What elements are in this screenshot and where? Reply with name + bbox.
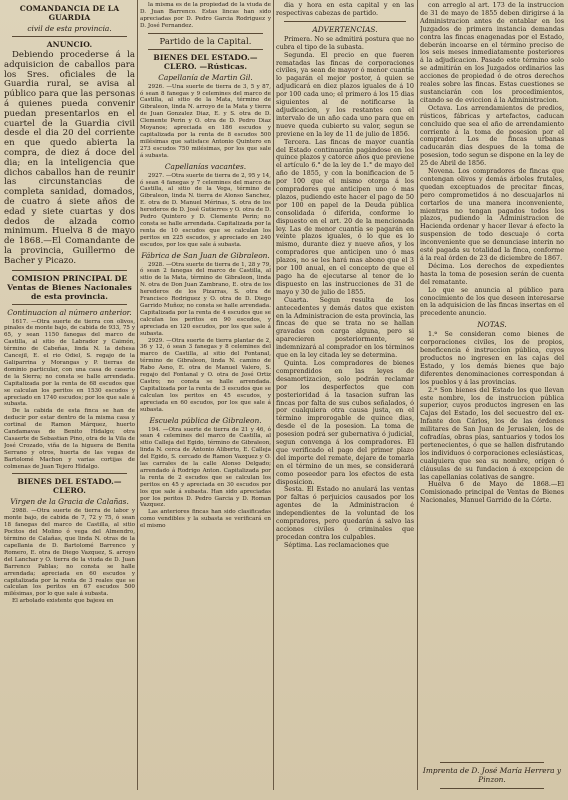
listing-text: dia y hora en esta capital y en las respectivas cabezas de partido. bbox=[276, 2, 414, 17]
notas-title: NOTAS. bbox=[477, 320, 507, 330]
listing-item: De la cabida de esta finca se han de deducir por estar dentro de la misma casa y cortinal de Ramon Márquez, huerto Candamavas de Benito Hidalgo; otra Casaerte de Sebastian Pino, otra de la Vila de José Crozado, viña de la higuera de Benita Serrano y otros, huerta de las vegas de Bartolomé Machon y varias cortijas de colmenas de Juan Tejero Hidalgo. bbox=[4, 408, 135, 470]
divider bbox=[440, 762, 544, 763]
listing-item: 2927. —Otra suerte de tierra de 2, 95 y 14, ó sean 4 fanegas y 7 celemines del marco de Castilla, al sitio de la Vega, término de Gibraleon, linda N. tierra de Alonso Sanchez, E. otra de D. Manuel Mérinas, S. otra de los herederos de D. José Gutierres y O. otra de D. Pedro Quintero y D. Clemente Perin; no consta se halle arrendada. Capitalizada por la renta de 10 escudos que se calculan los peritos en 225 escudos, y apreciado en 240 escudos, por los que sale á subasta. bbox=[140, 172, 271, 248]
divider bbox=[284, 21, 406, 22]
advertencia-novena: Novena. Los compradores de fincas que contengan olivos y demás árboles frutales, quedan exceptuados de precitar fincas, pero comprometidos á no descuajarlos ni cortarlos de una manera inconveniente, mientras no tengan pagados todos los plazos, pudiendo la Administracion de Hacienda ordenar y hacer llevar á efecto la suspension de todo descuaje ó corta inconveniente que se denunciase interin no esté pagada su totalidad la finca, conforme á la real órden de 23 de diciembre de 1867. bbox=[420, 167, 564, 262]
divider bbox=[12, 304, 127, 305]
listing-text: con arreglo al art. 173 de la instruccion de 31 de mayo de 1855 deben dirigirse á la Administracion antes de entablar en los Juzgados de primera instancia demandas contra las fincas enagenadas por el Estado, deberán incoarse en el término preciso de los seis meses inmediatamente posteriores á la adjudicacion. Pasado este término solo se admitirán en los Juzgados ordinarios las acciones de propiedad ó de otros derechos reales sobre las fincas. Estas cuestiones se sustanciarán con los procedimientos, citando se de eviccion á la Administracion. bbox=[420, 2, 564, 104]
column-rule bbox=[137, 0, 138, 790]
continuacion-label: Continuacion al número anterior. bbox=[7, 307, 132, 317]
column-rule bbox=[417, 0, 418, 790]
column-rule bbox=[273, 0, 274, 790]
column-4 bbox=[420, 2, 564, 760]
listing-item: 2928. —Otra suerte de tierra de 1, 28 y 79, ó sean 2 fanegas del marco de Castilla, al sitio de la Mata, término de Gibraleon, linda N. otra de Don Juan Zambrano, E. otra de los herederos de los Pizarras, S. otra de Francisco Rodriguez y O. otra de D. Diego Garrido Muñoz; no consta se halle arrendada. Capitalizada por la renta de 4 escudos que se calculan los peritos en 90 escudos, y apreciada en 120 escudos, por los que sale á subasta. bbox=[140, 261, 271, 337]
advertencia-decima: Décima. Los derechos de expedientes hasta la toma de posesion serán de cuenta del rematante. bbox=[420, 261, 564, 286]
listing-item: 2988. —Otra suerte de tierra de labor y monte bajo, de cabida de 7, 72 y 75, ó sean 18 fanegas del marco de Castilla, al sitio Pocitos del Molino ó vega del Almendro, término de Calañas, que linda N. otras de la capellania de D. Bartolomé Barrenco y Romero, E. otra de Diego Vazquez, S. arroyo del Lanchar y O. tierra de la viuda de D. Juan Barrenco Pablas; no consta se halle arrendada; apreciada en 60 escudos y capitalizada por la renta de 3 reales que se calculan los peritos en 67 escudos 500 milésimas, por lo que sale á subasta. bbox=[4, 508, 135, 598]
advertencia-tercera: Tercera. Las fincas de mayor cuantía del Estado continuarán pagándose en los quince plazos y catorce años que previene el artículo 6.° de la ley de 1.° de mayo del año de 1855, y con la bonificacion de 5 por 100 que el mismo otorga á los compradores que anticipen uno ó mas plazos, pudiendo este hacer el pago de 50 por 100 en papel de la Deuda pública consolidada ó diferida, conforme lo dispuesto en el art. 20 de la mencionada ley. Las de menor cuantía se pagarán en veinte plazos iguales, ó lo que es lo mismo, durante diez y nueve años, y los compradores que anticipen uno ó mas plazos, no se les hará mas abono que el 3 por 100 anual, en el concepto de que el pago ha de ejecutarse al tenor de lo dispuesto en las instrucciones de 31 de mayo y 30 de julio de 1855. bbox=[276, 137, 414, 296]
divider bbox=[148, 49, 263, 50]
column-2 bbox=[140, 2, 271, 772]
listing-text: Las anteriores fincas han sido clasificadas como vendibles y la subasta se verificará en el mismo bbox=[140, 509, 271, 530]
divider bbox=[148, 33, 263, 34]
nota-2: 2.ª Son bienes del Estado los que llevan este nombre, los de instruccion pública superior, cuyos productos ingresen en las Cajas del Estado, los del secuestro del ex-Infante don Cárlos, los de las órdenes militares de San Juan de Jerusalen, los de cofradías, obras pías, santuarios y todos los pertenecientes, ó que se hallen disfrutando los individuos ó corporaciones eclesiásticas, cualquiera que sea su nombre, orígen ó cláusulas de su fundacion á excepcion de las capellanias colativas de sangre. bbox=[420, 385, 564, 481]
listing-text: la misma es de la propiedad de la viuda de D. Juan Barrenco. Estas lincas han sido apreciadas por D. Pedro Garcia Rodriguez y D. José Fernandez. bbox=[140, 2, 271, 29]
advertencia-primera: Primera. No se admitirá postura que no cubra el tipo de la subasta. bbox=[276, 34, 414, 51]
signature-line: Huelva 6 de Mayo de 1868.—El Comisionado principal de Ventas de Bienes Nacionales, Manuel Garrido de la Córte. bbox=[420, 480, 564, 505]
final-notice: Lo que se anuncia al público para conocimiento de los que deseen interesarse en la adquisicion de las fincas insertas en el precedente anuncio. bbox=[420, 285, 564, 318]
partido-title: Partido de la Capital. bbox=[159, 35, 252, 46]
nota-1: 1.ª Se consideran como bienes de corporaciones civiles, los de propios, beneficencia é instruccion pública, cuyos productos no ingresen en las cajas del Estado, y los demás bienes que bajo diferentes denominaciones correspondan á los pueblos y á las provincias. bbox=[420, 330, 564, 386]
section-header: COMANDANCIA DE LA GUARDIA bbox=[19, 4, 120, 22]
anuncio-title: ANUNCIO. bbox=[46, 40, 93, 49]
listing-item: 2926. —Una suerte de tierra de 3, 5 y 87, ó sean 8 fanegas y 9 celemines del marco de Castilla, al sitio de la Mata, término de Gibraleon, linda N. arroyo de la Mata y tierra de Juan Gonzalez Diaz, E. y S. otra de D. Clemente Perin y O. otra de D. Pedro Diaz Moyanos; apreciada en 186 escudos y capitalizada por la renta de 8 escudos 500 milésimas que satisface Antonio Quintero en 273 escudos 750 milésimas, por los que sale á subasta. bbox=[140, 83, 271, 159]
section-subheader: civil de esta provincia. bbox=[27, 24, 112, 33]
divider bbox=[12, 473, 127, 474]
advertencia-sexta: Sesta. El Estado no anulará las ventas por faltas ó perjuicios causados por los agentes de la Administracion é independientes de la voluntad de los compradores, pero quedarán á salvo las acciones civiles ó criminales que procedan contra los culpables. bbox=[276, 485, 414, 541]
listing-item: El arbolado existente que bajesu en bbox=[12, 598, 114, 605]
escuela-title: Escuela pública de Gibraleon. bbox=[149, 415, 262, 425]
column-1 bbox=[4, 2, 135, 772]
capellania-title: Capellanía de Martin Gil. bbox=[158, 72, 253, 82]
listing-item: 2929. —Otra suerte de tierra plantar de 2, 36 y 12, ó sean 3 fanegas y 8 celemines del marco de Castilla, al sitio del Fontanal, término de Gibraleon, linda N. camino de Rabo Asno, E. otra de Manuel Valero, S. regajo del Fontanal y O. otra de José Ortiz Castro; no consta se halle arrendada. Capitalizada por la renta de 3 escudos que se calculan los peritos en 45 escudos, y apreciada en 60 escudos, por los que sale á subasta. bbox=[140, 337, 271, 413]
advertencia-cuarta: Cuarta. Segun resulta de los antecedentes y demás datos que existen en la Administracion de esta provincia, las fincas de que se trata no se hallan gravadas con carga alguna, pero si aparecieren posteriormente, se indemnizará al comprador en los términos que en la ley citada ley se determina. bbox=[276, 295, 414, 360]
advertencia-quinta: Quinta. Los compradores de bienes comprendidos en las leyes de desamortizacion, solo podrán reclamar por los desperfectos que con posterioridad á la tasacion sufran las fincas por falta de sus cubos señalados, ó por cualquiera otra causa justa, en el término improrogable de quince dias, desde el de la posesion. La toma de posesion podrá ser gubernativa ó judicial, segun convenga á los compradores. El que verificado el pago del primer plazo del importe del remate, dejare de tomarla en el término de un mes, se considerará como poseedor para los efectos de esta disposicion. bbox=[276, 358, 414, 486]
capellanias-title: Capellanías vacantes. bbox=[164, 161, 247, 171]
bienes-title: BIENES DEL ESTADO.—CLERO. —Rústicas. bbox=[153, 52, 258, 71]
listing-item: 194. —Otra suerte de tierra de 21 y 46, ó sean 4 celemines del marco de Castilla, al sitio Calleja del Egido, término de Gibraleon, linda N. cerca de Antonio Aliberto, E. Calleja del Egido, S. cercado de Ramon Vazquez y O. las carrales de la calle Alonso Delgado; arrendado á Rodrigo Anton. Capitalizada por la renta de 2 escudos que se calculan los peritos en 45 y apreciada en 30 escudos por los que sale á subasta. Han sido apreciadas por los peritos D. Pedro Garcia y D. Roman Vazquez. bbox=[140, 426, 271, 509]
bienes-title: BIENES DEL ESTADO.—CLERO. bbox=[17, 477, 122, 496]
advertencia-segunda: Segunda. El precio en que fueren rematadas las fincas de corporaciones civiles, ya sean de mayor ó menor cuantía lo pagarán el mejor postor, á quien se adjudicará en diez plazos iguales de á 10 por 100 cada uno; el primero á los 15 dias siguientes al de notificarse la adjudicacion, y los restantes con el intervalo de un año cada uno para que en nueve queda cubierto su valor, segun se previene en la ley de 11 de julio de 1856. bbox=[276, 50, 414, 138]
comision-title: COMISION PRINCIPAL DE Ventas de Bienes Nacionales de esta provincia. bbox=[7, 273, 132, 301]
listing-item: 1617. —Otra suerte de tierra con olivos, pinales de monte bajo, de cabida de 933, 75 y 65, y sean 1150 fanegas del marco de Castilla, al sitio de Labrador y Caimón, término de Cabeñas, linda N. la dehesa Cancejil, E. el rio Odiel, S. regajo de la Galiparrina y Morangas y P. tierras de dominio particular, con una casa de caserio de la Sierra; no consta se halle arrendada. Capitalizada por la renta de 68 escudos que se calculan los peritos en 1530 escudos y apreciado en 1740 escudos; por los que sale á subasta. bbox=[4, 318, 135, 408]
virgen-title: Virgen de la Gracia de Calañas. bbox=[10, 497, 129, 507]
printer-imprint: Imprenta de D. José María Herrera y Pinzon. bbox=[422, 766, 562, 784]
advertencia-octava: Octava. Los arrendamientos de predios, rústicos, fábricas y artefactos, caducan concluido que sea el año de arrendamiento corriente á la toma de posesion por el comprador. Los de fincas urbanas caducarán dias despues de la toma de posesion, todo segun se dispone en la ley de 25 de Abril de 1856. bbox=[420, 103, 564, 168]
column-3 bbox=[276, 2, 414, 772]
advertencia-septima: Séptima. Las reclamaciones que bbox=[284, 540, 389, 549]
divider bbox=[12, 270, 127, 271]
divider bbox=[440, 788, 544, 789]
advertencias-title: ADVERTENCIAS. bbox=[312, 24, 378, 34]
fabrica-title: Fábrica de San Juan de Gibraleon. bbox=[141, 250, 270, 260]
divider bbox=[12, 36, 127, 37]
anuncio-text: Debiendo procederse á la adquisicion de caballos para los Sres. oficiales de la Guardia rural, se avisa al público para que las personas á quienes pueda convenir puedan presentarlos en el cuartel de la Guardia civil desde el dia 20 del corriente en que quedo abierta la compra, de diez á doce del dia; en la inteligencia que dichos caballos han de reunir las circunstancias de completa sanidad, domados, de cuatro á siete años de edad y siete cuartas y dos dedos de alzada como minimum. Huelva 8 de mayo de 1868.—El Comandante de la provincia, Guillermo de Bacher y Picazo. bbox=[4, 50, 135, 266]
